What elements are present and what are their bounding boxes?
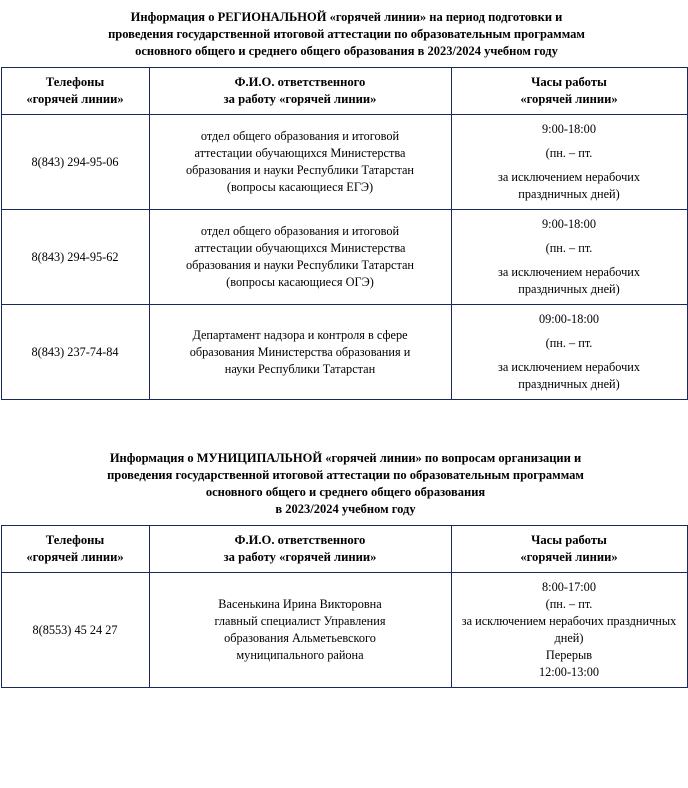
cell-hours [451, 573, 687, 688]
municipal-title [0, 442, 688, 518]
hours-line: 9:00-18:00 [542, 217, 596, 231]
cell-responsible [149, 305, 451, 400]
section-municipal [0, 442, 688, 688]
table-row [1, 210, 687, 305]
hours-line: за исключением нерабочих [497, 265, 641, 279]
hours-line: за исключением нерабочих праздничных [461, 614, 677, 628]
cell-hours [451, 210, 687, 305]
header-responsible [149, 526, 451, 573]
responsible-line: Департамент надзора и контроля в сфере [192, 327, 408, 342]
responsible-line: образования Альметьевского [224, 631, 376, 645]
hours-line: праздничных дней) [518, 282, 620, 296]
header-phones [1, 68, 149, 115]
responsible-line: отдел общего образования и итоговой [200, 129, 400, 143]
responsible-line: Васенькина Ирина Викторовна [218, 597, 382, 611]
responsible-line: (вопросы касающиеся ЕГЭ) [226, 180, 374, 194]
spacer [458, 328, 681, 335]
header-phones-line-2: «горячей линии» [26, 92, 124, 106]
table-row [1, 305, 687, 400]
regional-title-line-1: Информация о РЕГИОНАЛЬНОЙ «горячей линии» на период подготовки и [130, 10, 563, 24]
hours-line: праздничных дней) [518, 377, 620, 391]
table-row [1, 573, 687, 688]
hours-line: (пн. – пт. [545, 241, 593, 255]
header-hours-line-1: Часы работы [531, 75, 607, 89]
cell-phone: 8(8553) 45 24 27 [1, 573, 149, 688]
spacer [458, 352, 681, 359]
municipal-hotline-table [1, 525, 688, 688]
responsible-line: муниципального района [236, 648, 364, 662]
cell-phone: 8(843) 294-95-62 [1, 210, 149, 305]
header-phones-line-1: Телефоны [45, 533, 105, 547]
hours-line: 8:00-17:00 [542, 580, 596, 594]
hours-line: за исключением нерабочих [497, 170, 641, 184]
table-header-row [1, 68, 687, 115]
header-phones [1, 526, 149, 573]
responsible-line: образования и науки Республики Татарстан [185, 258, 415, 272]
header-phones-line-2: «горячей линии» [26, 550, 124, 564]
cell-hours [451, 305, 687, 400]
hours-line: 9:00-18:00 [542, 122, 596, 136]
header-hours [451, 526, 687, 573]
spacer [0, 60, 688, 67]
hours-line: дней) [554, 631, 584, 645]
spacer [458, 138, 681, 145]
responsible-line: образования и науки Республики Татарстан [185, 163, 415, 177]
responsible-line: науки Республики Татарстан [224, 361, 376, 376]
header-phones-line-1: Телефоны [45, 75, 105, 89]
responsible-line: образования Министерства образования и [189, 344, 411, 359]
responsible-line: главный специалист Управления [214, 614, 386, 628]
header-hours [451, 68, 687, 115]
regional-title [0, 0, 688, 60]
hours-line: 09:00-18:00 [538, 312, 600, 326]
cell-responsible [149, 210, 451, 305]
cell-phone: 8(843) 294-95-06 [1, 115, 149, 210]
header-responsible-line-2: за работу «горячей линии» [223, 550, 377, 564]
header-responsible-line-2: за работу «горячей линии» [223, 92, 377, 106]
municipal-title-line-4: в 2023/2024 учебном году [275, 502, 416, 516]
spacer [458, 162, 681, 169]
header-hours-line-2: «горячей линии» [520, 550, 618, 564]
spacer [458, 233, 681, 240]
header-hours-line-2: «горячей линии» [520, 92, 618, 106]
responsible-line: аттестации обучающихся Министерства [194, 146, 406, 160]
table-row [1, 115, 687, 210]
regional-title-line-2: проведения государственной итоговой аттестации по образовательным программам [108, 27, 585, 41]
responsible-line: отдел общего образования и итоговой [200, 224, 400, 238]
cell-hours [451, 115, 687, 210]
hours-line: (пн. – пт. [545, 597, 593, 611]
responsible-line: (вопросы касающиеся ОГЭ) [226, 275, 374, 289]
municipal-title-line-3: основного общего и среднего общего образования [205, 485, 486, 499]
header-responsible-line-1: Ф.И.О. ответственного [234, 75, 366, 89]
section-gap [0, 400, 688, 442]
regional-hotline-table [1, 67, 688, 400]
cell-phone: 8(843) 237-74-84 [1, 305, 149, 400]
cell-responsible [149, 573, 451, 688]
responsible-line: аттестации обучающихся Министерства [194, 241, 406, 255]
cell-responsible [149, 115, 451, 210]
hours-line: за исключением нерабочих [497, 360, 641, 374]
hours-line: (пн. – пт. [545, 146, 593, 160]
hours-line: Перерыв [545, 648, 593, 662]
header-responsible-line-1: Ф.И.О. ответственного [234, 533, 366, 547]
table-header-row [1, 526, 687, 573]
spacer [458, 257, 681, 264]
municipal-title-line-1: Информация о МУНИЦИПАЛЬНОЙ «горячей линии» по вопросам организации и [109, 451, 582, 465]
hours-line: праздничных дней) [518, 187, 620, 201]
header-hours-line-1: Часы работы [531, 533, 607, 547]
regional-title-line-3: основного общего и среднего общего образования в 2023/2024 учебном году [135, 44, 558, 58]
header-responsible [149, 68, 451, 115]
spacer [0, 518, 688, 525]
municipal-title-line-2: проведения государственной итоговой аттестации по образовательным программам [107, 468, 584, 482]
hours-line: (пн. – пт. [545, 336, 593, 350]
hours-line: 12:00-13:00 [538, 665, 600, 679]
